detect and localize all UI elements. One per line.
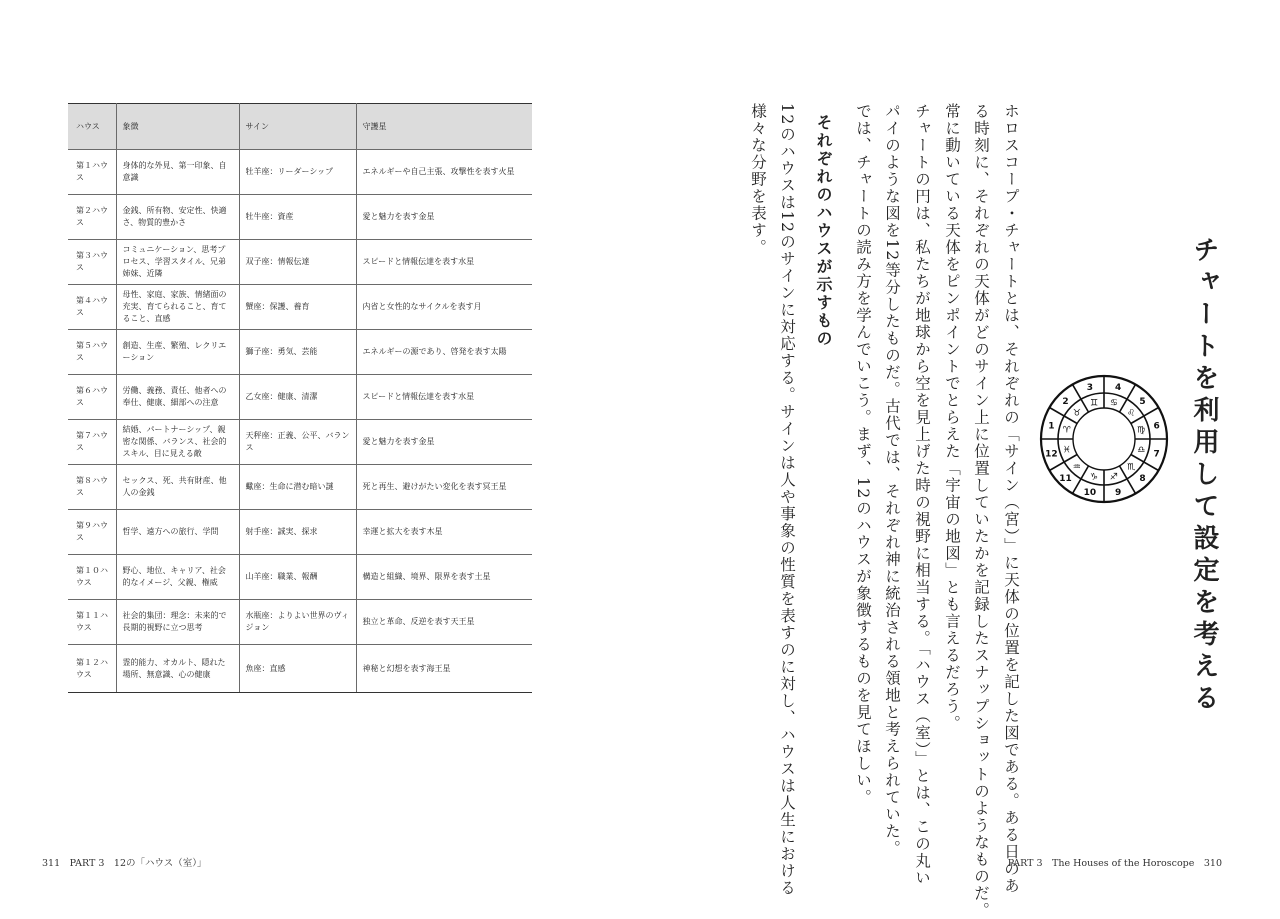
wheel-sign-glyph: ♍ <box>1137 425 1146 436</box>
cell-house: 第６ハウス <box>68 375 116 420</box>
paragraph-2-line-2: 様々な分野を表す。 <box>749 103 767 256</box>
table-row <box>68 375 532 420</box>
cell-ruler: スピードと情報伝達を表す水星 <box>356 375 532 420</box>
cell-sign: 双子座：情報伝達 <box>239 240 356 285</box>
table-row <box>68 600 532 645</box>
table-body <box>68 150 532 693</box>
wheel-sign-glyph: ♑ <box>1090 472 1099 483</box>
wheel-sign-glyph: ♈ <box>1062 425 1071 436</box>
cell-sign: 乙女座：健康、清潔 <box>239 375 356 420</box>
cell-symbol: 母性、家庭、家族、情緒面の充実、育てられること、育てること、直感 <box>116 285 239 330</box>
cell-ruler: 構造と組織、境界、限界を表す土星 <box>356 555 532 600</box>
wheel-sign-glyph: ♐ <box>1109 472 1118 483</box>
cell-symbol: 哲学、遠方への旅行、学問 <box>116 510 239 555</box>
cell-house: 第４ハウス <box>68 285 116 330</box>
table-row <box>68 195 532 240</box>
wheel-sign-glyph: ♏ <box>1127 462 1136 473</box>
paragraph-2-line-1: 12のハウスは12のサインに対応する。サインは人や事象の性質を表すのに対し、ハウスは人生における <box>778 103 796 897</box>
cell-sign: 射手座：誠実、探求 <box>239 510 356 555</box>
paragraph-1-line-2: る時刻に、それぞれの天体がどのサイン上に位置していたかを記録したスナップショットのようなものだ。 <box>972 103 990 919</box>
wheel-sign-glyph: ♊ <box>1090 398 1099 409</box>
footer-left: 311 PART 3 12の「ハウス（室）」 <box>42 858 207 869</box>
wheel-house-number: 2 <box>1062 396 1069 407</box>
header-symbol: 象徴 <box>116 104 239 150</box>
cell-ruler: 神秘と幻想を表す海王星 <box>356 645 532 693</box>
table-row <box>68 330 532 375</box>
wheel-sign-glyph: ♌ <box>1127 408 1136 419</box>
paragraph-1-line-6: では、チャートの読み方を学んでいこう。まず、12のハウスが象徴するものを見てほしい。 <box>854 103 872 806</box>
wheel-sign-glyph: ♉ <box>1072 408 1081 419</box>
wheel-house-number: 6 <box>1153 421 1160 432</box>
section-subhead: それぞれのハウスが示すもの <box>814 114 833 348</box>
wheel-sign-glyph: ♓ <box>1062 445 1071 456</box>
cell-house: 第２ハウス <box>68 195 116 240</box>
horoscope-wheel <box>1039 374 1169 504</box>
wheel-sign-glyph: ♋ <box>1109 398 1118 409</box>
cell-symbol: 野心、地位、キャリア、社会的なイメージ、父親、権威 <box>116 555 239 600</box>
table-row <box>68 510 532 555</box>
header-sign: サイン <box>239 104 356 150</box>
table-row <box>68 465 532 510</box>
table-header-row <box>68 104 532 150</box>
cell-sign: 蠍座：生命に潜む暗い謎 <box>239 465 356 510</box>
cell-sign: 天秤座：正義、公平、バランス <box>239 420 356 465</box>
wheel-house-number: 3 <box>1086 382 1094 393</box>
cell-ruler: 愛と魅力を表す金星 <box>356 195 532 240</box>
cell-house: 第１０ハウス <box>68 555 116 600</box>
cell-ruler: スピードと情報伝達を表す水星 <box>356 240 532 285</box>
cell-sign: 山羊座：職業、報酬 <box>239 555 356 600</box>
cell-symbol: 金銭、所有物、安定性、快適さ、物質的豊かさ <box>116 195 239 240</box>
cell-symbol: 社会的集団：理念：未来的で長期的視野に立つ思考 <box>116 600 239 645</box>
houses-table <box>68 103 532 693</box>
cell-sign: 魚座：直感 <box>239 645 356 693</box>
cell-sign: 獅子座：勇気、芸能 <box>239 330 356 375</box>
cell-symbol: 霊的能力、オカルト、隠れた場所、無意識、心の健康 <box>116 645 239 693</box>
cell-house: 第１ハウス <box>68 150 116 195</box>
wheel-house-number: 7 <box>1153 449 1160 460</box>
cell-symbol: セックス、死、共有財産、他人の金銭 <box>116 465 239 510</box>
cell-ruler: 死と再生、避けがたい変化を表す冥王星 <box>356 465 532 510</box>
cell-sign: 蟹座：保護、養育 <box>239 285 356 330</box>
cell-ruler: 内省と女性的なサイクルを表す月 <box>356 285 532 330</box>
cell-ruler: 独立と革命、反逆を表す天王星 <box>356 600 532 645</box>
table-row <box>68 285 532 330</box>
footer-right: PART 3 The Houses of the Horoscope 310 <box>1007 858 1222 869</box>
cell-house: 第３ハウス <box>68 240 116 285</box>
cell-symbol: コミュニケーション、思考プロセス、学習スタイル、兄弟姉妹、近隣 <box>116 240 239 285</box>
cell-symbol: 労働、義務、責任、他者への奉仕、健康、細部への注意 <box>116 375 239 420</box>
cell-sign: 牡牛座：資産 <box>239 195 356 240</box>
cell-ruler: エネルギーの源であり、啓発を表す太陽 <box>356 330 532 375</box>
wheel-house-number: 8 <box>1139 474 1146 485</box>
wheel-house-number: 10 <box>1083 488 1097 499</box>
cell-house: 第１２ハウス <box>68 645 116 693</box>
cell-house: 第１１ハウス <box>68 600 116 645</box>
cell-house: 第９ハウス <box>68 510 116 555</box>
cell-house: 第７ハウス <box>68 420 116 465</box>
table-row <box>68 555 532 600</box>
wheel-house-number: 5 <box>1139 396 1146 407</box>
cell-ruler: 幸運と拡大を表す木星 <box>356 510 532 555</box>
wheel-house-number: 12 <box>1045 449 1058 460</box>
wheel-house-number: 9 <box>1114 488 1122 499</box>
table-row <box>68 240 532 285</box>
cell-symbol: 創造、生産、繁殖、レクリエーション <box>116 330 239 375</box>
article-title: チャートを利用して設定を考える <box>1189 236 1219 716</box>
wheel-house-number: 11 <box>1059 474 1072 485</box>
table-row <box>68 645 532 693</box>
cell-house: 第８ハウス <box>68 465 116 510</box>
cell-sign: 水瓶座：よりよい世界のヴィジョン <box>239 600 356 645</box>
cell-ruler: 愛と魅力を表す金星 <box>356 420 532 465</box>
paragraph-1-line-3: 常に動いている天体をピンポイントでとらえた「宇宙の地図」とも言えるだろう。 <box>943 103 961 732</box>
table-row <box>68 150 532 195</box>
table-row <box>68 420 532 465</box>
wheel-sign-glyph: ♒ <box>1072 462 1081 473</box>
paragraph-1-line-4: チャートの円は、私たちが地球から空を見上げた時の視野に相当する。「ハウス（室）」とは、この丸い <box>913 103 931 887</box>
header-house: ハウス <box>68 104 116 150</box>
wheel-house-number: 4 <box>1114 382 1122 393</box>
cell-ruler: エネルギーや自己主張、攻撃性を表す火星 <box>356 150 532 195</box>
wheel-sign-glyph: ♎ <box>1137 445 1146 456</box>
wheel-house-number: 1 <box>1048 421 1055 432</box>
paragraph-1-line-5: パイのような図を12等分したものだ。古代では、それぞれ神に統治される領地と考えられていた。 <box>883 103 901 857</box>
paragraph-1-line-1: ホロスコープ・チャートとは、それぞれの「サイン（宮）」に天体の位置を記した図である。ある日のあ <box>1002 103 1020 895</box>
cell-symbol: 結婚、パートナーシップ、親密な関係、バランス、社会的スキル、目に見える敵 <box>116 420 239 465</box>
header-ruler: 守護星 <box>356 104 532 150</box>
cell-sign: 牡羊座：リーダーシップ <box>239 150 356 195</box>
cell-house: 第５ハウス <box>68 330 116 375</box>
cell-symbol: 身体的な外見、第一印象、自意識 <box>116 150 239 195</box>
